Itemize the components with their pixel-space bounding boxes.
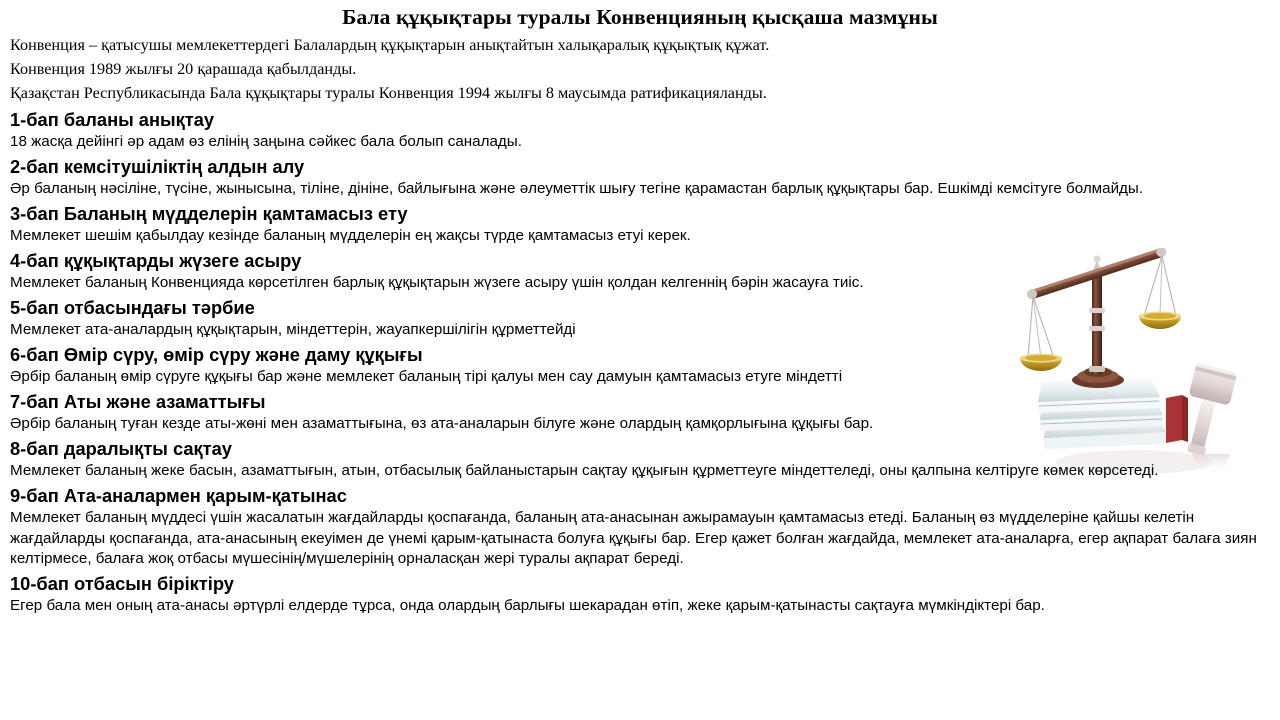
article-6-heading: 6-бап Өмір сүру, өмір сүру және даму құқығы (10, 343, 423, 365)
article-7-heading: 7-бап Аты және азаматтығы (10, 390, 266, 412)
article-4-body: Мемлекет баланың Конвенцияда көрсетілген барлық құқықтарын жүзеге асыру үшін қолдан келгеннің бәрін жасауға тиіс. (10, 274, 864, 292)
article-7 (10, 390, 1270, 435)
article-2-body: Әр баланың нәсіліне, түсіне, жынысына, тіліне, дініне, байлығына және әлеуметтік шығу тегіне қарамастан барлық құқықтары бар. Ешкімді кемсітуге болмайды. (10, 180, 1144, 198)
article-4 (10, 249, 1270, 294)
article-1 (10, 108, 1270, 153)
article-5-body: Мемлекет ата-аналардың құқықтарын, міндеттерін, жауапкершілігін құрметтейді (10, 321, 576, 339)
article-7-body: Әрбір баланың туған кезде аты-жөні мен азаматтығына, өз ата-аналарын білуге және олардың қамқорлығына құқығы бар. (10, 415, 874, 433)
article-6-body: Әрбір баланың өмір сүруге құқығы бар және мемлекет баланың тірі қалуы мен сау дамуын қамтамасыз етуге міндетті (10, 368, 843, 386)
article-5 (10, 296, 1270, 341)
article-10-body: Егер бала мен оның ата-анасы әртүрлі елдерде тұрса, онда олардың барлығы шекарадан өтіп, жеке қарым-қатынасты сақтауға мүмкіндіктері бар. (10, 597, 1045, 615)
article-1-body: 18 жасқа дейінгі әр адам өз елінің заңына сәйкес бала болып саналады. (10, 133, 522, 151)
article-9-heading: 9-бап Ата-аналармен қарым-қатынас (10, 484, 347, 506)
article-2-heading: 2-бап кемсітушіліктің алдын алу (10, 155, 305, 177)
article-3-body: Мемлекет шешім қабылдау кезінде баланың мүдделерін ең жақсы түрде қамтамасыз етуі керек. (10, 227, 691, 245)
article-8-body: Мемлекет баланың жеке басын, азаматтығын, атын, отбасылық байланыстарын сақтау құқығын құрметтеуге міндеттеледі, оны қалпына келтіруге көмек көрсетеді. (10, 462, 1159, 480)
article-9 (10, 484, 1270, 570)
intro-line-2: Конвенция 1989 жылғы 20 қарашада қабылданды. (10, 59, 357, 78)
page-title: Бала құқықтары туралы Конвенцияның қысқаша мазмұны (342, 5, 938, 29)
article-8 (10, 437, 1270, 482)
article-1-heading: 1-бап баланы анықтау (10, 108, 215, 130)
article-10 (10, 572, 1270, 617)
article-3 (10, 202, 1270, 247)
intro-line-1: Конвенция – қатысушы мемлекеттердегі Балалардың құқықтарын анықтайтын халықаралық құқықтық құжат. (10, 36, 770, 55)
article-10-heading: 10-бап отбасын біріктіру (10, 572, 234, 594)
article-6 (10, 343, 1270, 388)
article-9-body: Мемлекет баланың мүддесі үшін жасалатын жағдайларды қоспағанда, баланың ата-анасынан ажырамауын қамтамасыз етеді. Баланың өз мүдделеріне қайшы келетін жағдайларды қоспағанда, ата-анасының екеуімен де үнемі қарым-қатынаста болуға құқығы бар. Егер қажет болған жағдайда, мемлекет ата-аналарға, егер ақпарат балаға зиян келтірмесе, балаға жоқ отбасы мүшесінің/мүшелерінің орналасқан жері туралы ақпарат береді. (10, 509, 1257, 568)
article-4-heading: 4-бап құқықтарды жүзеге асыру (10, 249, 302, 271)
intro-line-3: Қазақстан Республикасында Бала құқықтары туралы Конвенция 1994 жылғы 8 маусымда ратификацияланды. (10, 83, 767, 102)
article-2 (10, 155, 1270, 200)
article-3-heading: 3-бап Баланың мүдделерін қамтамасыз ету (10, 202, 408, 224)
article-5-heading: 5-бап отбасындағы тәрбие (10, 296, 255, 318)
article-8-heading: 8-бап даралықты сақтау (10, 437, 232, 459)
